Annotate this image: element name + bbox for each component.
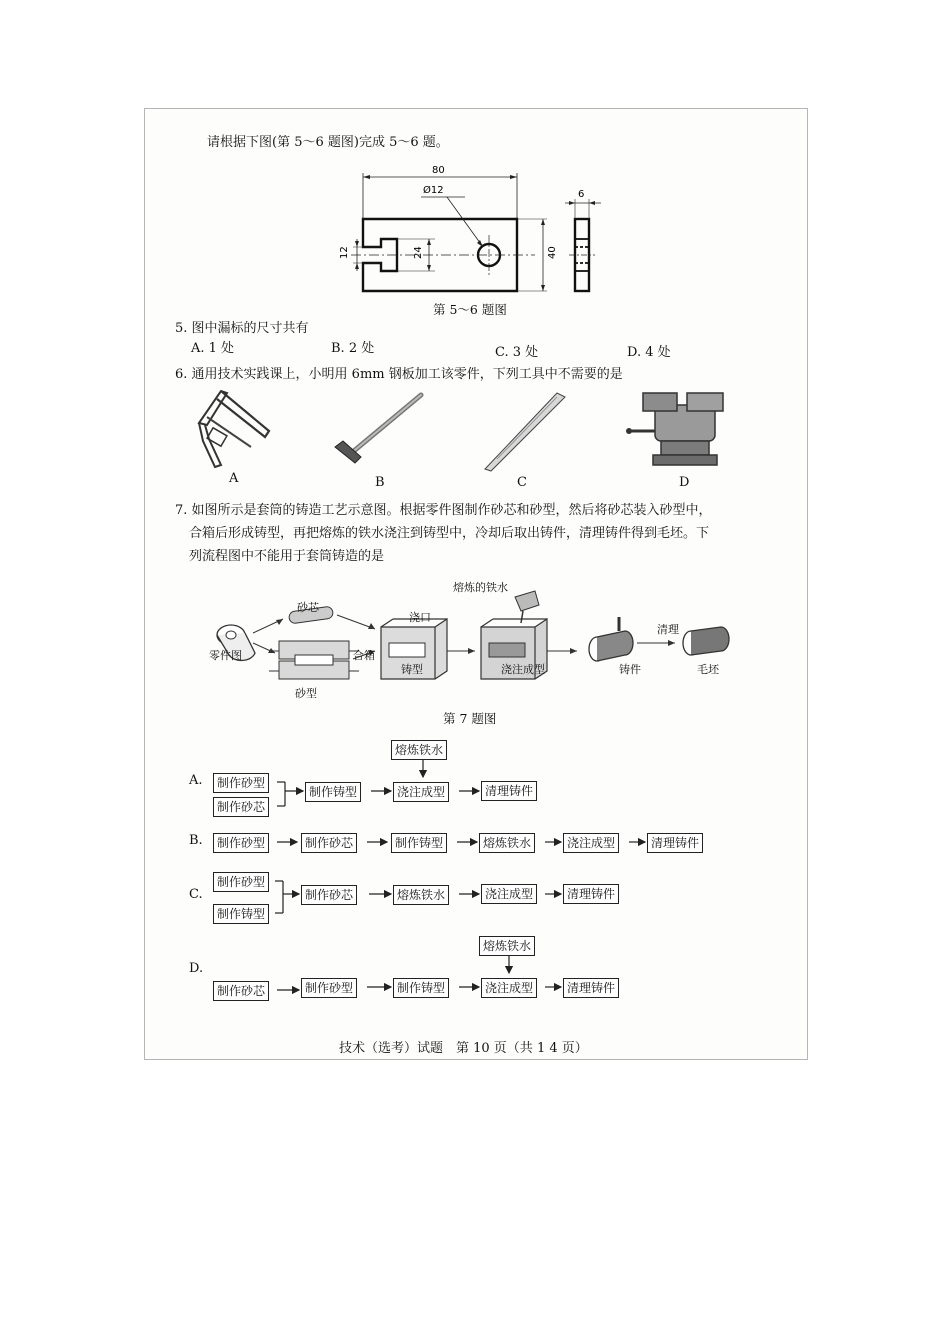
flow-d-box-5: 清理铸件 [563,978,619,998]
flow-d-label[interactable]: D. [189,961,204,976]
q5-option-c[interactable]: C. 3 处 [495,345,539,360]
flow-d-box-3: 制作铸型 [393,978,449,998]
q7-line3: 列流程图中不能用于套筒铸造的是 [189,549,385,564]
fig7-blank-label: 毛坯 [697,663,719,676]
flow-a-casting-mold-box: 制作铸型 [305,782,361,802]
flow-a-label[interactable]: A. [189,773,203,788]
flow-c-molten-iron-box: 熔炼铁水 [393,885,449,905]
fig7-clean-label: 清理 [657,623,679,636]
flow-c-cleaning-box: 清理铸件 [563,884,619,904]
flow-c-casting-mold-box-left: 制作铸型 [213,904,269,924]
q5-text: 5. 图中漏标的尺寸共有 [175,321,309,336]
flow-c-sand-core-box: 制作砂芯 [301,885,357,905]
flow-c-sand-mold-box: 制作砂型 [213,872,269,892]
fig7-sand-mold-label: 砂型 [295,687,317,700]
fig7-assemble-label: 合箱 [353,649,375,662]
flow-c-label[interactable]: C. [189,887,203,902]
flow-b-box-3: 制作铸型 [391,833,447,853]
flow-d-box-1: 制作砂芯 [213,981,269,1001]
dim-40: 40 [547,246,558,259]
dim-80: 80 [432,165,445,176]
flow-a-sand-mold-box: 制作砂型 [213,773,269,793]
flow-b-label[interactable]: B. [189,833,203,848]
dim-6: 6 [578,189,585,200]
flow-b-box-5: 浇注成型 [563,833,619,853]
q7-line2: 合箱后形成铸型，再把熔炼的铁水浇注到铸型中，冷却后取出铸件，清理铸件得到毛坯。下 [189,526,710,541]
q5-option-b[interactable]: B. 2 处 [331,341,375,356]
fig7-casting-mold-label: 铸型 [401,663,423,676]
flow-b-box-2: 制作砂芯 [301,833,357,853]
flow-b-box-6: 清理铸件 [647,833,703,853]
fig7-sand-core-label: 砂芯 [297,601,319,614]
flow-d-molten-iron-box: 熔炼铁水 [479,936,535,956]
exam-page [144,108,808,1060]
flow-a-pouring-box: 浇注成型 [393,782,449,802]
dim-24: 24 [413,246,424,259]
flow-d-box-4: 浇注成型 [481,978,537,998]
fig7-pouring-label: 浇注成型 [501,663,545,676]
tool-label-b: B [375,475,385,490]
tool-label-d: D [679,475,690,490]
fig7-molten-iron-label: 熔炼的铁水 [453,581,508,594]
flow-a-sand-core-box: 制作砂芯 [213,797,269,817]
fig7-caption: 第 7 题图 [443,711,497,726]
dim-dia12: Ø12 [423,185,444,196]
q6-text: 6. 通用技术实践课上，小明用 6mm 钢板加工该零件，下列工具中不需要的是 [175,367,623,382]
fig56-caption: 第 5～6 题图 [433,302,507,317]
tool-label-a: A [229,471,239,486]
tool-label-c: C [517,475,527,490]
dim-12: 12 [339,246,350,259]
flow-c-pouring-box: 浇注成型 [481,884,537,904]
fig7-part-drawing-label: 零件图 [209,649,242,662]
page-footer: 技术（选考）试题 第 10 页（共 1 4 页） [339,1041,588,1056]
q5-option-d[interactable]: D. 4 处 [627,345,671,360]
q5-option-a[interactable]: A. 1 处 [191,341,235,356]
fig7-sprue-label: 浇口 [409,611,431,624]
flow-d-box-2: 制作砂型 [301,978,357,998]
flow-a-molten-iron-box: 熔炼铁水 [391,740,447,760]
flow-b-box-4: 熔炼铁水 [479,833,535,853]
q7-line1: 7. 如图所示是套筒的铸造工艺示意图。根据零件图制作砂芯和砂型，然后将砂芯装入砂型中， [175,503,712,518]
intro-text: 请根据下图(第 5～6 题图)完成 5～6 题。 [207,135,449,150]
flow-b-box-1: 制作砂型 [213,833,269,853]
flow-a-cleaning-box: 清理铸件 [481,781,537,801]
fig7-casting-label: 铸件 [619,663,641,676]
